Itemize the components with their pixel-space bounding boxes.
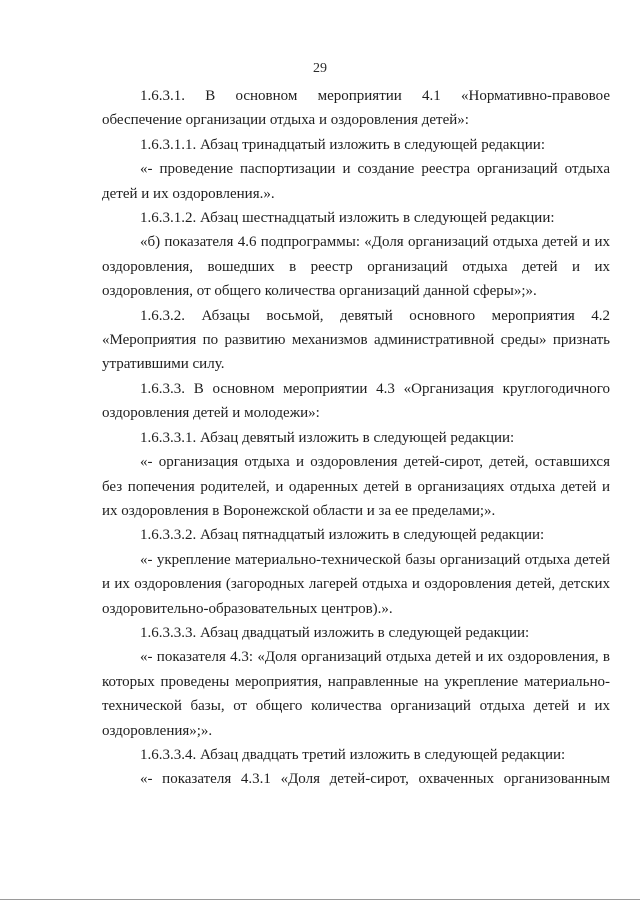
page-number: 29	[313, 61, 327, 76]
paragraph-1-6-3-3-1: 1.6.3.3.1. Абзац девятый изложить в следующей редакции:	[140, 429, 515, 446]
quote-indicator-4-3: «- показателя 4.3: «Доля организаций отдыха детей и их оздоровления, в которых проведены мероприятия, направленные на укрепление материально-технической базы, от общего количества организаций отдыха детей и их оздоровления»;».	[102, 649, 610, 739]
paragraph-1-6-3-1-1: 1.6.3.1.1. Абзац тринадцатый изложить в следующей редакции:	[140, 136, 545, 153]
paragraph-1-6-3-1-2: 1.6.3.1.2. Абзац шестнадцатый изложить в следующей редакции:	[140, 210, 555, 227]
quote-passportization: «- проведение паспортизации и создание реестра организаций отдыха детей и их оздоровления.».	[102, 161, 610, 202]
paragraph-1-6-3-3-2: 1.6.3.3.2. Абзац пятнадцатый изложить в следующей редакции:	[140, 527, 545, 544]
paragraph-1-6-3-1: 1.6.3.1. В основном мероприятии 4.1 «Нормативно-правовое обеспечение организации отдыха и оздоровления детей»:	[102, 88, 610, 129]
quote-material-base: «- укрепление материально-технической базы организаций отдыха детей и их оздоровления (загородных лагерей отдыха и оздоровления детей, детских оздоровительно-образовательных центров).».	[102, 551, 610, 617]
paragraph-1-6-3-2: 1.6.3.2. Абзацы восьмой, девятый основного мероприятия 4.2 «Мероприятия по развитию механизмов административной среды» признать утратившими силу.	[102, 307, 610, 373]
document-body	[102, 84, 610, 792]
quote-orphans-recreation: «- организация отдыха и оздоровления детей-сирот, детей, оставшихся без попечения родителей, и одаренных детей в организациях отдыха детей и их оздоровления в Воронежской области и за ее пределами;».	[102, 454, 610, 519]
paragraph-1-6-3-3: 1.6.3.3. В основном мероприятии 4.3 «Организация круглогодичного оздоровления детей и молодежи»:	[102, 380, 610, 422]
quote-indicator-4-3-1: «- показателя 4.3.1 «Доля детей-сирот, охваченных организованным	[140, 771, 610, 788]
paragraph-1-6-3-3-4: 1.6.3.3.4. Абзац двадцать третий изложить в следующей редакции:	[140, 746, 566, 763]
quote-indicator-4-6: «б) показателя 4.6 подпрограммы: «Доля организаций отдыха детей и их оздоровления, вошедших в реестр организаций отдыха детей и их оздоровления, от общего количества организаций данной сферы»;».	[102, 234, 610, 300]
paragraph-1-6-3-3-3: 1.6.3.3.3. Абзац двадцатый изложить в следующей редакции:	[140, 624, 530, 641]
page-bottom-edge	[0, 899, 640, 900]
